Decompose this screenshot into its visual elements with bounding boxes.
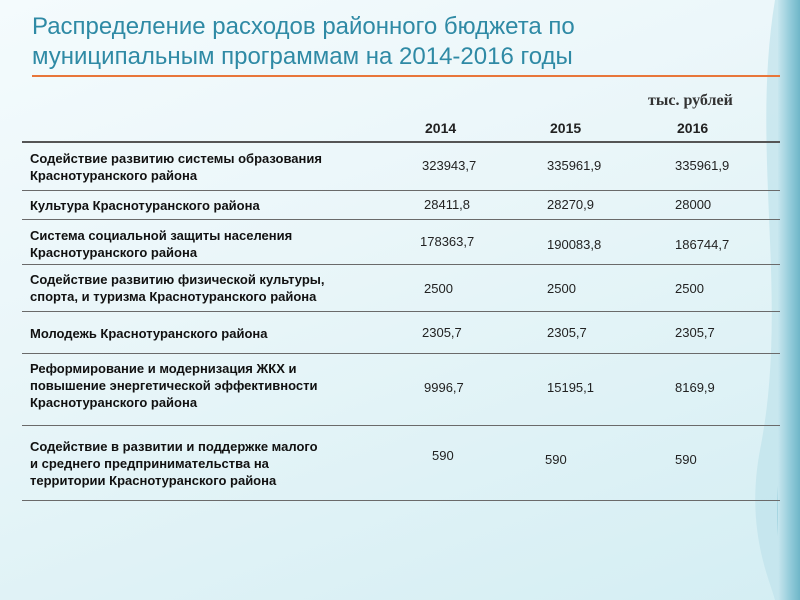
row-label-social-protection — [30, 227, 400, 261]
cell-2016: 590 — [675, 452, 697, 467]
decorative-side-bar — [778, 0, 800, 600]
cell-2015: 2305,7 — [547, 325, 587, 340]
column-header-2014: 2014 — [425, 120, 457, 136]
cell-2014: 2500 — [424, 281, 453, 296]
row-label-business — [30, 438, 400, 489]
title-underline — [32, 75, 780, 77]
cell-2015: 190083,8 — [547, 237, 602, 252]
cell-2016: 28000 — [675, 197, 712, 212]
row-label-housing — [30, 360, 400, 411]
row-divider — [22, 353, 780, 354]
row-divider — [22, 190, 780, 191]
row-divider — [22, 425, 780, 426]
row-label-text: Молодежь Краснотуранского района — [30, 326, 268, 341]
row-label-text: Культура Краснотуранского района — [30, 198, 260, 213]
row-label-text: Содействие развитию системы образования — [30, 151, 322, 166]
page-title-line-2: муниципальным программам на 2014-2016 годы — [32, 43, 573, 70]
row-label-sport — [30, 271, 400, 305]
row-divider — [22, 219, 780, 220]
cell-2014: 2305,7 — [422, 325, 462, 340]
row-label-text: Реформирование и модернизация ЖКХ и — [30, 361, 297, 376]
row-label-culture — [30, 197, 400, 214]
row-label-text: территории Краснотуранского района — [30, 473, 277, 488]
column-header-2015: 2015 — [550, 120, 582, 136]
cell-2016: 186744,7 — [675, 237, 730, 252]
cell-2015: 15195,1 — [547, 380, 594, 395]
cell-2016: 2500 — [675, 281, 704, 296]
cell-2014: 323943,7 — [422, 158, 477, 173]
cell-2016: 8169,9 — [675, 380, 715, 395]
row-label-education — [30, 150, 400, 184]
cell-2015: 28270,9 — [547, 197, 594, 212]
table-bottom-rule — [22, 500, 780, 501]
row-label-text: Содействие развитию физической культуры, — [30, 272, 325, 287]
row-label-youth — [30, 325, 400, 342]
cell-2015: 2500 — [547, 281, 576, 296]
cell-2015: 590 — [545, 452, 567, 467]
row-label-text: и среднего предпринимательства на — [30, 456, 269, 471]
row-divider — [22, 264, 780, 265]
row-label-text: Содействие в развитии и поддержке малого — [30, 439, 318, 454]
page-title — [32, 12, 732, 72]
row-label-text: повышение энергетической эффективности — [30, 378, 318, 393]
cell-2016: 335961,9 — [675, 158, 730, 173]
cell-2014: 28411,8 — [424, 197, 471, 212]
row-label-text: Краснотуранского района — [30, 395, 198, 410]
row-label-text: Краснотуранского района — [30, 245, 198, 260]
cell-2014: 590 — [432, 448, 454, 463]
cell-2014: 178363,7 — [420, 234, 475, 249]
units-label: тыс. рублей — [648, 92, 733, 109]
row-label-text: Краснотуранского района — [30, 168, 198, 183]
column-header-2016: 2016 — [677, 120, 709, 136]
row-label-text: спорта, и туризма Краснотуранского района — [30, 289, 317, 304]
page-title-line-1: Распределение расходов районного бюджета по — [32, 13, 575, 40]
cell-2016: 2305,7 — [675, 325, 715, 340]
cell-2014: 9996,7 — [424, 380, 464, 395]
table-top-rule — [22, 141, 780, 143]
cell-2015: 335961,9 — [547, 158, 602, 173]
row-divider — [22, 311, 780, 312]
row-label-text: Система социальной защиты населения — [30, 228, 293, 243]
